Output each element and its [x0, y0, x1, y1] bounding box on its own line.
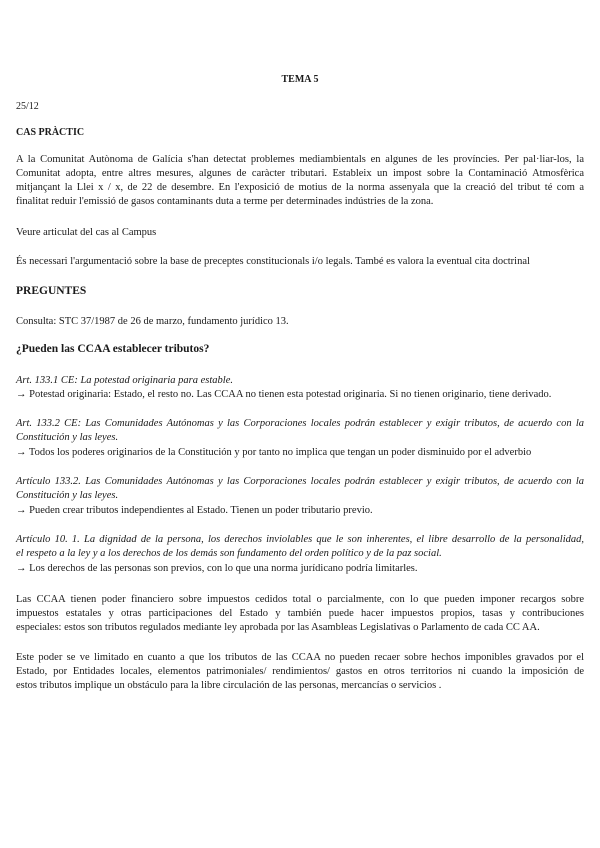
question-heading: ¿Pueden las CCAA establecer tributos? [16, 343, 210, 355]
case-line: Comunitat adopta, entre altres mesures, algunes de caràcter tributari. Estableix un impost sobre la Contaminació Atmosfèrica [16, 168, 584, 179]
article-quote: Art. 133.1 CE: La potestad originaria para estable. [16, 375, 234, 386]
case-heading: CAS PRÀCTIC [16, 127, 85, 138]
case-line: finalitat reduir l'emissió de gasos contaminants duta a terme per determinades indústries de la zona. [16, 196, 434, 207]
article-quote: Artículo 133.2. Las Comunidades Autónomas y las Corporaciones locales podrán establecer y exigir tributos, de acuerdo con la [16, 476, 584, 487]
article-quote: Artículo 10. 1. La dignidad de la persona, los derechos inviolables que le son inherentes, el libre desarrollo de la personalidad, [16, 534, 584, 545]
case-line: A la Comunitat Autònoma de Galícia s'han detectat problemes mediambientals en algunes de les províncies. Per pal·liar-los, la [16, 154, 584, 165]
article-quote: el respeto a la ley y a los derechos de los demás son fundamento del orden político y de la paz social. [16, 548, 442, 559]
article-note: → Todos los poderes originarios de la Constitución y por tanto no implica que tengan un poder disminuido por el adverbio [16, 447, 532, 458]
paragraph-line: Este poder se ve limitado en cuanto a que los tributos de las CCAA no pueden recaer sobre hechos imponibles gravados por el [16, 652, 584, 663]
questions-heading: PREGUNTES [16, 285, 87, 297]
date-label: 25/12 [16, 101, 39, 112]
argument-note: És necessari l'argumentació sobre la base de preceptes constitucionals i/o legals. També es valora la eventual cita doctrinal [16, 256, 530, 267]
paragraph-line: Las CCAA tienen poder financiero sobre impuestos cedidos total o parcialmente, con lo que pueden imponer recargos sobre [16, 594, 584, 605]
case-line: mitjançant la Llei x / x, de 22 de desembre. En l'exposició de motius de la norma assenyala que la creació del tribut té com a [16, 182, 584, 193]
consulta-reference: Consulta: STC 37/1987 de 26 de marzo, fundamento jurídico 13. [16, 316, 289, 327]
article-note: → Pueden crear tributos independientes al Estado. Tienen un poder tributario previo. [16, 505, 373, 516]
article-quote: Constitución y las leyes. [16, 490, 119, 501]
article-note: → Potestad originaria: Estado, el resto no. Las CCAA no tienen esta potestad originaria. Si no tienen originario, tiene derivado. [16, 389, 552, 400]
page-title: TEMA 5 [281, 74, 319, 85]
article-note: → Los derechos de las personas son previos, con lo que una norma jurídicano podría limitarles. [16, 563, 418, 574]
paragraph-line: impuestos estatales y otras participaciones del Estado y también puede hacer impuestos propios, tasas y contribuciones [16, 608, 584, 619]
campus-note: Veure articulat del cas al Campus [16, 227, 157, 238]
article-quote: Art. 133.2 CE: Las Comunidades Autónomas y las Corporaciones locales podrán establecer y exigir tributos, de acuerdo con la [16, 418, 584, 429]
paragraph-line: especiales: estos son tributos regulados mediante ley aprobada por las Asambleas Legislativas o Parlamento de cada CC AA. [16, 622, 540, 633]
paragraph-line: Estado, por Entidades locales, elementos patrimoniales/ rendimientos/ gastos en otros territorios ni cuando la imposición de [16, 666, 584, 677]
article-quote: Constitución y las leyes. [16, 432, 119, 443]
paragraph-line: estos tributos implique un obstáculo para la libre circulación de las personas, mercancías o servicios . [16, 680, 442, 691]
